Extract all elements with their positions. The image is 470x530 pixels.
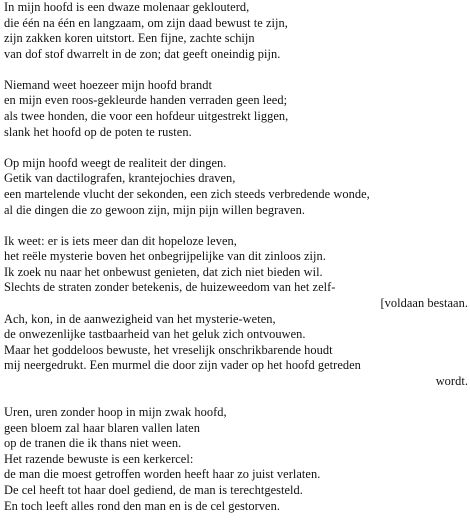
poem-line: die één na één en langzaam, om zijn daad bewust te zijn, — [4, 15, 288, 30]
poem-line-continuation: wordt. — [435, 373, 468, 388]
poem-line: geen bloem zal haar blaren vallen laten — [4, 420, 200, 435]
poem-line: Ik weet: er is iets meer dan dit hopeloze leven, — [4, 233, 237, 248]
poem-line: Slechts de straten zonder betekenis, de huizeweedom van het zelf- — [4, 280, 336, 295]
poem-line: het reële mysterie boven het onbegrijpelijke van dit zinloos zijn. — [4, 249, 326, 264]
poem-line: op de tranen die ik thans niet ween. — [4, 436, 182, 451]
poem-text — [4, 0, 468, 530]
poem-line: slank het hoofd op de poten te rusten. — [4, 124, 192, 139]
stanza-4 — [4, 234, 468, 390]
poem-line: Getik van dactilografen, krantejochies draven, — [4, 171, 236, 186]
poem-line: van dof stof dwarrelt in de zon; dat geeft oneindig pijn. — [4, 46, 281, 61]
poem-line: en mijn even roos-gekleurde handen verraden geen leed; — [4, 93, 288, 108]
poem-line: Op mijn hoofd weegt de realiteit der dingen. — [4, 155, 227, 170]
stanza-2 — [4, 78, 468, 140]
stanza-3 — [4, 156, 468, 218]
poem-line: In mijn hoofd is een dwaze molenaar geklouterd, — [4, 0, 250, 14]
poem-line: Maar het goddeloos bewuste, het vreselijk onschrikbarende houdt — [4, 342, 333, 357]
poem-line: zijn zakken koren uitstort. Een fijne, zachte schijn — [4, 31, 255, 46]
poem-line: De cel heeft tot haar doel gediend, de man is terechtgesteld. — [4, 483, 303, 498]
poem-line: Ik zoek nu naar het onbewust genieten, dat zich niet bieden wil. — [4, 264, 323, 279]
poem-line: de man die moest getroffen worden heeft haar zo juist verlaten. — [4, 467, 321, 482]
poem-line: En toch leeft alles rond den man en is de cel gestorven. — [4, 498, 280, 513]
stanza-5 — [4, 405, 468, 514]
poem-line: Niemand weet hoezeer mijn hoofd brandt — [4, 77, 212, 92]
stanza-1 — [4, 0, 468, 62]
poem-line: mij neergedrukt. Een murmel die door zijn vader op het hoofd getreden — [4, 358, 361, 373]
poem-line: een martelende vlucht der sekonden, een zich steeds verbredende wonde, — [4, 186, 370, 201]
poem-line: Ach, kon, in de aanwezigheid van het mysterie-weten, — [4, 311, 276, 326]
poem-line: Uren, uren zonder hoop in mijn zwak hoofd, — [4, 405, 227, 420]
poem-line: de onwezenlijke tastbaarheid van het geluk zich ontvouwen. — [4, 327, 306, 342]
poem-line: als twee honden, die voor een hofdeur uitgestrekt liggen, — [4, 109, 289, 124]
poem-line: al die dingen die zo gewoon zijn, mijn pijn willen begraven. — [4, 202, 305, 217]
poem-line-continuation: [voldaan bestaan. — [380, 296, 468, 310]
poem-line: Het razende bewuste is een kerkercel: — [4, 451, 194, 466]
